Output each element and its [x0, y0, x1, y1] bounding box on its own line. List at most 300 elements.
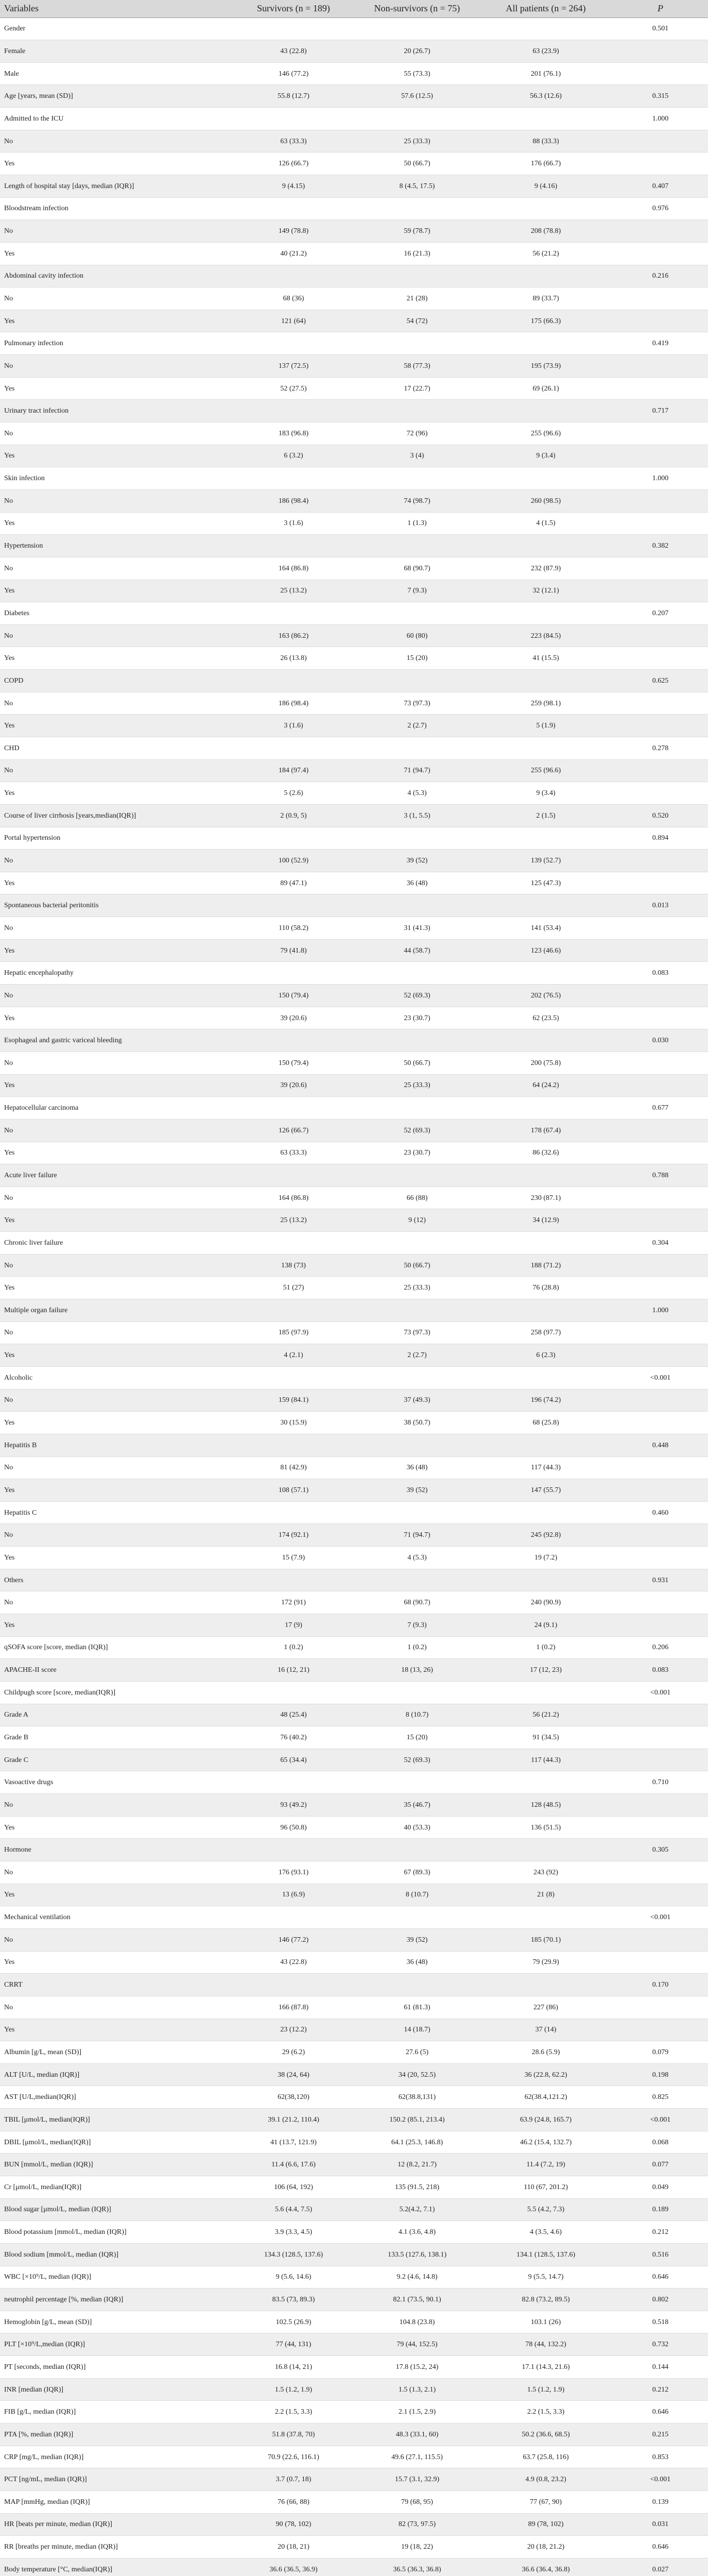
p-value-cell: <0.001: [613, 2109, 708, 2131]
survivors-cell: 186 (98.4): [232, 489, 355, 512]
variable-cell: PTA [%, median (IQR)]: [0, 2424, 232, 2446]
table-row: [0, 1142, 708, 1164]
variable-cell: Yes: [0, 1209, 232, 1232]
p-value-cell: 0.407: [613, 175, 708, 197]
variable-cell: No: [0, 220, 232, 243]
non-survivors-cell: 36.5 (36.3, 36.8): [355, 2558, 479, 2576]
all-patients-cell: 17 (12, 23): [479, 1659, 613, 1682]
all-patients-cell: 260 (98.5): [479, 489, 613, 512]
all-patients-cell: 175 (66.3): [479, 310, 613, 332]
non-survivors-cell: 1 (1.3): [355, 512, 479, 535]
all-patients-cell: 89 (78, 102): [479, 2513, 613, 2536]
variable-cell: Yes: [0, 1412, 232, 1434]
non-survivors-cell: 3 (1, 5.5): [355, 804, 479, 827]
survivors-cell: [232, 1681, 355, 1704]
table-row: [0, 1052, 708, 1074]
all-patients-cell: 139 (52.7): [479, 850, 613, 872]
variable-cell: Yes: [0, 1884, 232, 1906]
all-patients-cell: 89 (33.7): [479, 287, 613, 310]
variable-cell: Yes: [0, 1614, 232, 1636]
non-survivors-cell: 71 (94.7): [355, 1524, 479, 1547]
header-p-value: P: [613, 0, 708, 18]
p-value-cell: 0.625: [613, 670, 708, 692]
variable-cell: Yes: [0, 152, 232, 175]
variable-cell: Vasoactive drugs: [0, 1771, 232, 1794]
survivors-cell: 39 (20.6): [232, 1007, 355, 1029]
p-value-cell: [613, 1456, 708, 1479]
all-patients-cell: 91 (34.5): [479, 1726, 613, 1749]
variable-cell: Hemoglobin [g/L, mean (SD)]: [0, 2311, 232, 2333]
variable-cell: APACHE-II score: [0, 1659, 232, 1682]
variable-cell: WBC [×10⁹/L, median (IQR)]: [0, 2266, 232, 2289]
p-value-cell: 0.976: [613, 197, 708, 220]
all-patients-cell: 4.9 (0.8, 23.2): [479, 2468, 613, 2491]
all-patients-cell: 243 (92): [479, 1861, 613, 1884]
table-row: [0, 1501, 708, 1524]
variable-cell: No: [0, 287, 232, 310]
table-row: [0, 1839, 708, 1861]
survivors-cell: 3.9 (3.3, 4.5): [232, 2221, 355, 2244]
non-survivors-cell: 135 (91.5, 218): [355, 2176, 479, 2199]
variable-cell: Yes: [0, 715, 232, 737]
survivors-cell: 6 (3.2): [232, 445, 355, 467]
all-patients-cell: [479, 1839, 613, 1861]
variable-cell: Blood sodium [mmol/L, median (IQR)]: [0, 2243, 232, 2266]
variable-cell: Course of liver cirrhosis [years,median(IQR)]: [0, 804, 232, 827]
variable-cell: No: [0, 1456, 232, 1479]
all-patients-cell: [479, 1974, 613, 1996]
p-value-cell: 0.419: [613, 332, 708, 355]
survivors-cell: 40 (21.2): [232, 242, 355, 265]
non-survivors-cell: 52 (69.3): [355, 1119, 479, 1142]
table-row: [0, 2490, 708, 2513]
table-row: [0, 1794, 708, 1817]
all-patients-cell: 11.4 (7.2, 19): [479, 2154, 613, 2176]
variable-cell: Yes: [0, 512, 232, 535]
survivors-cell: [232, 1569, 355, 1591]
p-value-cell: [613, 759, 708, 782]
table-row: [0, 1479, 708, 1502]
header-survivors: Survivors (n = 189): [232, 0, 355, 18]
survivors-cell: 185 (97.9): [232, 1321, 355, 1344]
survivors-cell: 166 (87.8): [232, 1996, 355, 2019]
all-patients-cell: [479, 332, 613, 355]
survivors-cell: 83.5 (73, 89.3): [232, 2289, 355, 2311]
table-row: [0, 265, 708, 287]
p-value-cell: [613, 1884, 708, 1906]
all-patients-cell: 259 (98.1): [479, 692, 613, 715]
all-patients-cell: 185 (70.1): [479, 1928, 613, 1951]
all-patients-cell: 4 (3.5, 4.6): [479, 2221, 613, 2244]
survivors-cell: 138 (73): [232, 1254, 355, 1277]
non-survivors-cell: 16 (21.3): [355, 242, 479, 265]
p-value-cell: 0.068: [613, 2131, 708, 2154]
p-value-cell: 0.198: [613, 2063, 708, 2086]
all-patients-cell: 123 (46.6): [479, 939, 613, 962]
p-value-cell: [613, 1254, 708, 1277]
all-patients-cell: 88 (33.3): [479, 130, 613, 152]
variable-cell: Grade B: [0, 1726, 232, 1749]
all-patients-cell: 46.2 (15.4, 132.7): [479, 2131, 613, 2154]
survivors-cell: 68 (36): [232, 287, 355, 310]
p-value-cell: [613, 1142, 708, 1164]
non-survivors-cell: 20 (26.7): [355, 40, 479, 63]
non-survivors-cell: 2 (2.7): [355, 1344, 479, 1367]
p-value-cell: 0.677: [613, 1097, 708, 1120]
p-value-cell: [613, 1479, 708, 1502]
p-value-cell: 0.853: [613, 2446, 708, 2468]
non-survivors-cell: 58 (77.3): [355, 355, 479, 378]
all-patients-cell: 79 (29.9): [479, 1951, 613, 1974]
table-row: [0, 2378, 708, 2401]
table-row: [0, 18, 708, 40]
all-patients-cell: 63 (23.9): [479, 40, 613, 63]
non-survivors-cell: [355, 1299, 479, 1322]
p-value-cell: 1.000: [613, 467, 708, 490]
survivors-cell: 43 (22.8): [232, 1951, 355, 1974]
survivors-cell: 93 (49.2): [232, 1794, 355, 1817]
variable-cell: No: [0, 917, 232, 940]
table-row: [0, 917, 708, 940]
table-row: [0, 2356, 708, 2379]
survivors-cell: 63 (33.3): [232, 1142, 355, 1164]
survivors-cell: 90 (78, 102): [232, 2513, 355, 2536]
p-value-cell: 0.710: [613, 1771, 708, 1794]
p-value-cell: [613, 242, 708, 265]
all-patients-cell: 208 (78.8): [479, 220, 613, 243]
all-patients-cell: 2.2 (1.5, 3.3): [479, 2401, 613, 2424]
all-patients-cell: 125 (47.3): [479, 872, 613, 894]
non-survivors-cell: 50 (66.7): [355, 1254, 479, 1277]
variable-cell: No: [0, 1187, 232, 1209]
all-patients-cell: 1 (0.2): [479, 1636, 613, 1659]
p-value-cell: [613, 445, 708, 467]
all-patients-cell: 223 (84.5): [479, 624, 613, 647]
non-survivors-cell: [355, 1164, 479, 1187]
all-patients-cell: 36.6 (36.4, 36.8): [479, 2558, 613, 2576]
survivors-cell: 137 (72.5): [232, 355, 355, 378]
survivors-cell: [232, 18, 355, 40]
p-value-cell: [613, 287, 708, 310]
non-survivors-cell: 8 (10.7): [355, 1884, 479, 1906]
table-row: [0, 1232, 708, 1255]
non-survivors-cell: 79 (44, 152.5): [355, 2333, 479, 2356]
table-row: [0, 1636, 708, 1659]
variable-cell: Alcoholic: [0, 1366, 232, 1389]
table-row: [0, 2221, 708, 2244]
survivors-cell: 77 (44, 131): [232, 2333, 355, 2356]
all-patients-cell: [479, 265, 613, 287]
table-row: [0, 1861, 708, 1884]
table-row: [0, 1097, 708, 1120]
table-row: [0, 62, 708, 85]
non-survivors-cell: [355, 1569, 479, 1591]
non-survivors-cell: 8 (4.5, 17.5): [355, 175, 479, 197]
all-patients-cell: [479, 400, 613, 422]
non-survivors-cell: 52 (69.3): [355, 1749, 479, 1771]
p-value-cell: 0.825: [613, 2086, 708, 2109]
table-row: [0, 1726, 708, 1749]
non-survivors-cell: 59 (78.7): [355, 220, 479, 243]
survivors-cell: [232, 1097, 355, 1120]
variable-cell: qSOFA score [score, median (IQR)]: [0, 1636, 232, 1659]
p-value-cell: [613, 1344, 708, 1367]
variable-cell: CHD: [0, 737, 232, 760]
variable-cell: No: [0, 1389, 232, 1412]
variable-cell: PT [seconds, median (IQR)]: [0, 2356, 232, 2379]
table-row: [0, 1074, 708, 1097]
table-row: [0, 310, 708, 332]
non-survivors-cell: 12 (8.2, 21.7): [355, 2154, 479, 2176]
table-row: [0, 1547, 708, 1569]
p-value-cell: 0.518: [613, 2311, 708, 2333]
variable-cell: Mechanical ventilation: [0, 1906, 232, 1929]
non-survivors-cell: 9.2 (4.6, 14.8): [355, 2266, 479, 2289]
non-survivors-cell: 50 (66.7): [355, 152, 479, 175]
variable-cell: Yes: [0, 1277, 232, 1299]
variable-cell: Hormone: [0, 1839, 232, 1861]
all-patients-cell: 1.5 (1.2, 1.9): [479, 2378, 613, 2401]
non-survivors-cell: 39 (52): [355, 1479, 479, 1502]
p-value-cell: [613, 1928, 708, 1951]
variable-cell: Yes: [0, 2019, 232, 2041]
survivors-cell: [232, 265, 355, 287]
table-row: [0, 332, 708, 355]
variable-cell: AST [U/L,median(IQR)]: [0, 2086, 232, 2109]
all-patients-cell: 64 (24.2): [479, 1074, 613, 1097]
p-value-cell: [613, 1007, 708, 1029]
variable-cell: No: [0, 624, 232, 647]
table-row: [0, 1704, 708, 1726]
survivors-cell: 110 (58.2): [232, 917, 355, 940]
survivors-cell: 38 (24, 64): [232, 2063, 355, 2086]
survivors-cell: 25 (13.2): [232, 580, 355, 602]
survivors-cell: 146 (77.2): [232, 1928, 355, 1951]
variable-cell: Albumin [g/L, mean (SD)]: [0, 2041, 232, 2064]
non-survivors-cell: 14 (18.7): [355, 2019, 479, 2041]
non-survivors-cell: [355, 1974, 479, 1996]
variable-cell: Others: [0, 1569, 232, 1591]
non-survivors-cell: 25 (33.3): [355, 1277, 479, 1299]
all-patients-cell: 76 (28.8): [479, 1277, 613, 1299]
variable-cell: Admitted to the ICU: [0, 108, 232, 130]
variable-cell: Multiple organ failure: [0, 1299, 232, 1322]
variable-cell: No: [0, 759, 232, 782]
non-survivors-cell: 17.8 (15.2, 24): [355, 2356, 479, 2379]
table-row: [0, 2558, 708, 2576]
variable-cell: FIB [g/L, median (IQR)]: [0, 2401, 232, 2424]
non-survivors-cell: 3 (4): [355, 445, 479, 467]
variable-cell: Age [years, mean (SD)]: [0, 85, 232, 108]
variable-cell: MAP [mmHg, median (IQR)]: [0, 2490, 232, 2513]
survivors-cell: 11.4 (6.6, 17.6): [232, 2154, 355, 2176]
non-survivors-cell: [355, 962, 479, 985]
non-survivors-cell: 7 (9.3): [355, 580, 479, 602]
p-value-cell: 0.049: [613, 2176, 708, 2199]
variable-cell: PLT [×10⁹/L,median (IQR)]: [0, 2333, 232, 2356]
non-survivors-cell: 36 (48): [355, 1456, 479, 1479]
table-row: [0, 512, 708, 535]
survivors-cell: 2 (0.9, 5): [232, 804, 355, 827]
variable-cell: Female: [0, 40, 232, 63]
variable-cell: Yes: [0, 242, 232, 265]
table-row: [0, 894, 708, 917]
survivors-cell: 164 (86.8): [232, 1187, 355, 1209]
variable-cell: Yes: [0, 1951, 232, 1974]
non-survivors-cell: [355, 1906, 479, 1929]
all-patients-cell: 41 (15.5): [479, 647, 613, 670]
non-survivors-cell: [355, 535, 479, 557]
all-patients-cell: 202 (76.5): [479, 985, 613, 1007]
table-row: [0, 1299, 708, 1322]
p-value-cell: <0.001: [613, 1681, 708, 1704]
survivors-cell: [232, 1164, 355, 1187]
p-value-cell: 0.931: [613, 1569, 708, 1591]
non-survivors-cell: 1.5 (1.3, 2.1): [355, 2378, 479, 2401]
table-row: [0, 2041, 708, 2064]
non-survivors-cell: 60 (80): [355, 624, 479, 647]
survivors-cell: [232, 1029, 355, 1052]
survivors-cell: [232, 737, 355, 760]
survivors-cell: [232, 400, 355, 422]
table-row: [0, 1681, 708, 1704]
table-row: [0, 2198, 708, 2221]
variable-cell: Hepatic encephalopathy: [0, 962, 232, 985]
p-value-cell: [613, 40, 708, 63]
survivors-cell: [232, 1366, 355, 1389]
non-survivors-cell: [355, 400, 479, 422]
all-patients-cell: [479, 894, 613, 917]
variable-cell: No: [0, 1861, 232, 1884]
header-variables: Variables: [0, 0, 232, 18]
non-survivors-cell: 49.6 (27.1, 115.5): [355, 2446, 479, 2468]
variable-cell: No: [0, 1794, 232, 1817]
survivors-cell: 3 (1.6): [232, 715, 355, 737]
non-survivors-cell: [355, 670, 479, 692]
non-survivors-cell: 50 (66.7): [355, 1052, 479, 1074]
survivors-cell: 186 (98.4): [232, 692, 355, 715]
table-row: [0, 1412, 708, 1434]
non-survivors-cell: [355, 1434, 479, 1456]
table-row: [0, 985, 708, 1007]
non-survivors-cell: 79 (68, 95): [355, 2490, 479, 2513]
table-row: [0, 782, 708, 805]
non-survivors-cell: 35 (46.7): [355, 1794, 479, 1817]
table-row: [0, 85, 708, 108]
all-patients-cell: 245 (92.8): [479, 1524, 613, 1547]
variable-cell: Abdominal cavity infection: [0, 265, 232, 287]
table-row: [0, 242, 708, 265]
table-row: [0, 1254, 708, 1277]
non-survivors-cell: 7 (9.3): [355, 1614, 479, 1636]
non-survivors-cell: 8 (10.7): [355, 1704, 479, 1726]
variable-cell: neutrophil percentage [%, median (IQR)]: [0, 2289, 232, 2311]
table-row: [0, 715, 708, 737]
p-value-cell: [613, 1591, 708, 1614]
non-survivors-cell: 4.1 (3.6, 4.8): [355, 2221, 479, 2244]
table-row: [0, 2468, 708, 2491]
survivors-cell: 172 (91): [232, 1591, 355, 1614]
p-value-cell: [613, 1861, 708, 1884]
variable-cell: Yes: [0, 1142, 232, 1164]
all-patients-cell: 117 (44.3): [479, 1749, 613, 1771]
variable-cell: Childpugh score [score, median(IQR)]: [0, 1681, 232, 1704]
all-patients-cell: [479, 1029, 613, 1052]
p-value-cell: 0.788: [613, 1164, 708, 1187]
p-value-cell: 0.646: [613, 2401, 708, 2424]
all-patients-cell: 37 (14): [479, 2019, 613, 2041]
table-row: [0, 1816, 708, 1839]
all-patients-cell: 82.8 (73.2, 89.5): [479, 2289, 613, 2311]
non-survivors-cell: 62(38.8,131): [355, 2086, 479, 2109]
variable-cell: Yes: [0, 939, 232, 962]
table-row: [0, 2019, 708, 2041]
p-value-cell: [613, 1749, 708, 1771]
all-patients-cell: [479, 1232, 613, 1255]
p-value-cell: [613, 985, 708, 1007]
all-patients-cell: 201 (76.1): [479, 62, 613, 85]
p-value-cell: <0.001: [613, 2468, 708, 2491]
variable-cell: DBIL [μmol/L, median(IQR)]: [0, 2131, 232, 2154]
table-row: [0, 1029, 708, 1052]
all-patients-cell: 9 (5.5, 14.7): [479, 2266, 613, 2289]
variable-cell: Cr [μmol/L, median(IQR)]: [0, 2176, 232, 2199]
survivors-cell: 23 (12.2): [232, 2019, 355, 2041]
all-patients-cell: 19 (7.2): [479, 1547, 613, 1569]
all-patients-cell: 56.3 (12.6): [479, 85, 613, 108]
table-row: [0, 1007, 708, 1029]
non-survivors-cell: 25 (33.3): [355, 130, 479, 152]
non-survivors-cell: [355, 108, 479, 130]
survivors-cell: 163 (86.2): [232, 624, 355, 647]
all-patients-cell: 200 (75.8): [479, 1052, 613, 1074]
non-survivors-cell: 31 (41.3): [355, 917, 479, 940]
survivors-cell: 41 (13.7, 121.9): [232, 2131, 355, 2154]
variable-cell: Spontaneous bacterial peritonitis: [0, 894, 232, 917]
table-row: [0, 1209, 708, 1232]
p-value-cell: 0.077: [613, 2154, 708, 2176]
p-value-cell: 0.144: [613, 2356, 708, 2379]
survivors-cell: 43 (22.8): [232, 40, 355, 63]
p-value-cell: 0.139: [613, 2490, 708, 2513]
variable-cell: Yes: [0, 377, 232, 400]
survivors-cell: [232, 1839, 355, 1861]
all-patients-cell: 62 (23.5): [479, 1007, 613, 1029]
survivors-cell: 5 (2.6): [232, 782, 355, 805]
non-survivors-cell: 25 (33.3): [355, 1074, 479, 1097]
survivors-cell: 96 (50.8): [232, 1816, 355, 1839]
p-value-cell: 0.382: [613, 535, 708, 557]
variable-cell: ALT [U/L, median (IQR)]: [0, 2063, 232, 2086]
p-value-cell: [613, 850, 708, 872]
all-patients-cell: 86 (32.6): [479, 1142, 613, 1164]
variable-cell: No: [0, 355, 232, 378]
table-row: [0, 647, 708, 670]
p-value-cell: [613, 62, 708, 85]
survivors-cell: 51 (27): [232, 1277, 355, 1299]
table-row: [0, 962, 708, 985]
survivors-cell: 102.5 (26.9): [232, 2311, 355, 2333]
non-survivors-cell: [355, 737, 479, 760]
table-row: [0, 1389, 708, 1412]
table-row: [0, 2109, 708, 2131]
all-patients-cell: 176 (66.7): [479, 152, 613, 175]
table-row: [0, 2243, 708, 2266]
survivors-cell: 159 (84.1): [232, 1389, 355, 1412]
p-value-cell: [613, 310, 708, 332]
p-value-cell: 0.460: [613, 1501, 708, 1524]
p-value-cell: 0.278: [613, 737, 708, 760]
